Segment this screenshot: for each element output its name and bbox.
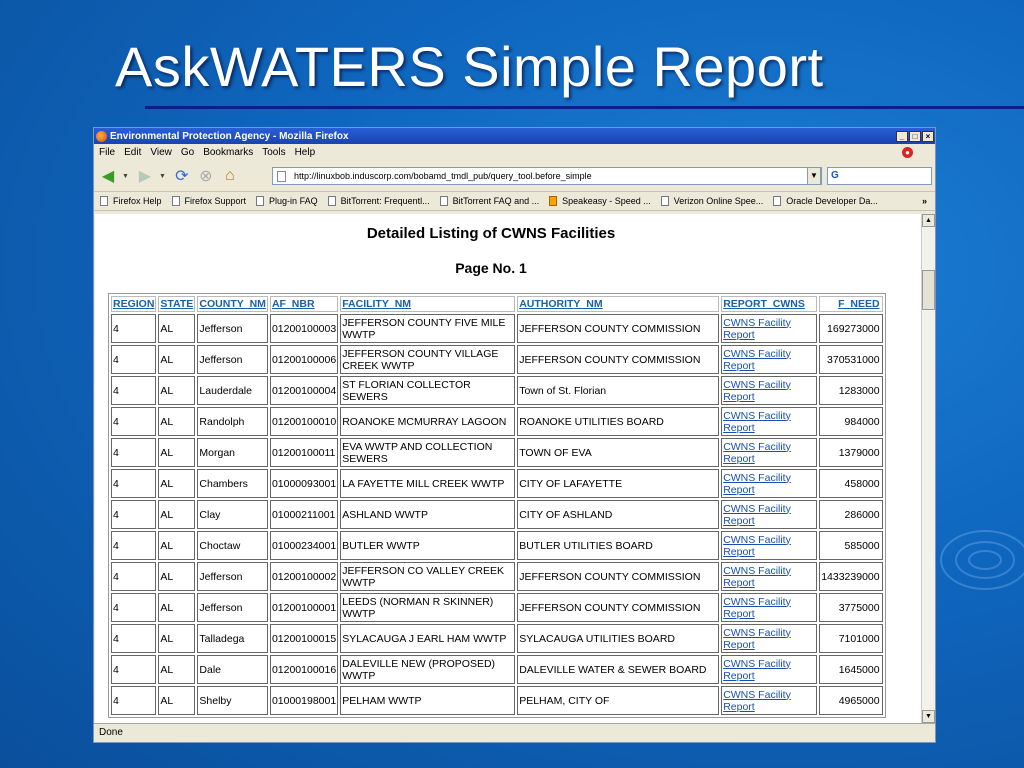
- cell-report: [721, 562, 817, 591]
- cell-authority: SYLACAUGA UTILITIES BOARD: [517, 624, 719, 653]
- link-label-line1: CWNS Facility: [723, 471, 791, 484]
- link-label-line2: Report: [723, 359, 755, 372]
- home-button[interactable]: ⌂: [225, 167, 235, 184]
- cell-state: AL: [158, 376, 195, 405]
- scroll-up-button[interactable]: ▲: [922, 214, 935, 227]
- cell-county: Jefferson: [197, 593, 268, 622]
- cell-county: Choctaw: [197, 531, 268, 560]
- link-label-line1: CWNS Facility: [723, 595, 791, 608]
- link-label-line1: CWNS Facility: [723, 533, 791, 546]
- page-icon: [440, 196, 448, 206]
- link-label-line1: CWNS Facility: [723, 688, 791, 701]
- cell-facility: DALEVILLE NEW (PROPOSED) WWTP: [340, 655, 515, 684]
- back-history-dropdown[interactable]: ▼: [122, 172, 129, 180]
- page-content: [95, 214, 921, 723]
- cell-report: [721, 438, 817, 467]
- search-input[interactable]: G: [827, 167, 932, 185]
- cell-facility: LEEDS (NORMAN R SKINNER) WWTP: [340, 593, 515, 622]
- cell-facility: BUTLER WWTP: [340, 531, 515, 560]
- back-button[interactable]: ◀: [101, 168, 115, 185]
- firefox-icon: [96, 131, 107, 142]
- cell-facility: EVA WWTP AND COLLECTION SEWERS: [340, 438, 515, 467]
- cell-af-nbr: 01200100003: [270, 314, 338, 343]
- cell-af-nbr: 01000234001: [270, 531, 338, 560]
- column-header-facility[interactable]: FACILITY_NM: [340, 296, 515, 312]
- cell-f-need: 4965000: [819, 686, 882, 715]
- table-row: [111, 562, 883, 591]
- cell-facility: SYLACAUGA J EARL HAM WWTP: [340, 624, 515, 653]
- cell-county: Randolph: [197, 407, 268, 436]
- cwns-facility-report-link[interactable]: [723, 503, 791, 527]
- url-input[interactable]: [272, 167, 822, 185]
- page-icon: [100, 196, 108, 206]
- bookmark-label: Firefox Help: [113, 196, 162, 206]
- cell-region: 4: [111, 345, 156, 374]
- cell-county: Chambers: [197, 469, 268, 498]
- url-history-dropdown[interactable]: ▼: [807, 167, 821, 185]
- cell-report: [721, 686, 817, 715]
- link-label-line2: Report: [723, 700, 755, 713]
- cell-facility: ROANOKE MCMURRAY LAGOON: [340, 407, 515, 436]
- link-label-line2: Report: [723, 669, 755, 682]
- bookmark-item[interactable]: [100, 196, 162, 206]
- link-label-line1: CWNS Facility: [723, 378, 791, 391]
- menu-tools[interactable]: Tools: [262, 147, 286, 158]
- cell-county: Talladega: [197, 624, 268, 653]
- cell-authority: PELHAM, CITY OF: [517, 686, 719, 715]
- cell-af-nbr: 01000093001: [270, 469, 338, 498]
- bookmark-item[interactable]: [661, 196, 764, 206]
- cell-authority: BUTLER UTILITIES BOARD: [517, 531, 719, 560]
- stop-button[interactable]: ⊗: [199, 168, 213, 185]
- cell-report: [721, 655, 817, 684]
- page-icon: [172, 196, 180, 206]
- cell-region: 4: [111, 562, 156, 591]
- menu-view[interactable]: View: [150, 147, 172, 158]
- link-label-line1: CWNS Facility: [723, 409, 791, 422]
- bookmark-item[interactable]: [328, 196, 430, 206]
- cell-report: [721, 345, 817, 374]
- cell-state: AL: [158, 593, 195, 622]
- cell-af-nbr: 01200100001: [270, 593, 338, 622]
- cell-state: AL: [158, 686, 195, 715]
- scroll-down-button[interactable]: ▼: [922, 710, 935, 723]
- cell-county: Dale: [197, 655, 268, 684]
- cwns-facility-report-link[interactable]: [723, 472, 791, 496]
- cell-county: Jefferson: [197, 314, 268, 343]
- page-icon: [277, 171, 286, 182]
- cell-af-nbr: 01200100015: [270, 624, 338, 653]
- maximize-button[interactable]: □: [909, 131, 921, 142]
- menubar: [94, 144, 935, 161]
- link-label-line2: Report: [723, 514, 755, 527]
- cell-county: Lauderdale: [197, 376, 268, 405]
- cell-authority: Town of St. Florian: [517, 376, 719, 405]
- cwns-facility-report-link[interactable]: [723, 441, 791, 465]
- cell-region: 4: [111, 469, 156, 498]
- cell-state: AL: [158, 407, 195, 436]
- cell-region: 4: [111, 500, 156, 529]
- cell-state: AL: [158, 562, 195, 591]
- menu-help[interactable]: Help: [294, 147, 316, 158]
- table-row: [111, 624, 883, 653]
- slide-title: AskWATERS Simple Report: [115, 35, 824, 98]
- page-icon: [661, 196, 669, 206]
- table-row: [111, 686, 883, 715]
- cell-region: 4: [111, 438, 156, 467]
- table-row: [111, 314, 883, 343]
- link-label-line1: CWNS Facility: [723, 316, 791, 329]
- reload-button[interactable]: ⟳: [175, 168, 189, 185]
- bookmark-item[interactable]: [256, 196, 318, 206]
- page-icon: [773, 196, 781, 206]
- table-row: [111, 407, 883, 436]
- title-divider: [145, 106, 1024, 109]
- cell-af-nbr: 01200100010: [270, 407, 338, 436]
- throbber-icon: ●: [902, 147, 913, 158]
- link-label-line2: Report: [723, 328, 755, 341]
- table-row: [111, 469, 883, 498]
- cell-county: Jefferson: [197, 562, 268, 591]
- cell-f-need: 286000: [819, 500, 882, 529]
- cell-f-need: 370531000: [819, 345, 882, 374]
- browser-window: [93, 127, 936, 743]
- link-label-line2: Report: [723, 483, 755, 496]
- cwns-facility-report-link[interactable]: [723, 410, 791, 434]
- link-label-line1: CWNS Facility: [723, 502, 791, 515]
- ripple-decoration: [968, 550, 1002, 570]
- table-header-row: [111, 296, 883, 312]
- cwns-facility-report-link[interactable]: [723, 348, 791, 372]
- cell-f-need: 169273000: [819, 314, 882, 343]
- link-label-line2: Report: [723, 421, 755, 434]
- link-label-line2: Report: [723, 545, 755, 558]
- bookmark-item[interactable]: [440, 196, 540, 206]
- bookmarks-toolbar: [94, 191, 935, 211]
- cell-region: 4: [111, 624, 156, 653]
- cell-facility: PELHAM WWTP: [340, 686, 515, 715]
- link-label-line1: CWNS Facility: [723, 564, 791, 577]
- cell-authority: ROANOKE UTILITIES BOARD: [517, 407, 719, 436]
- cell-facility: JEFFERSON COUNTY VILLAGE CREEK WWTP: [340, 345, 515, 374]
- cwns-facility-report-link[interactable]: [723, 596, 791, 620]
- bookmark-label: Plug-in FAQ: [269, 196, 318, 206]
- cell-county: Shelby: [197, 686, 268, 715]
- cell-report: [721, 376, 817, 405]
- report-heading: Detailed Listing of CWNS Facilities: [366, 225, 616, 242]
- page-number: Page No. 1: [455, 260, 527, 276]
- forward-history-dropdown[interactable]: ▼: [158, 172, 166, 180]
- cell-f-need: 458000: [819, 469, 882, 498]
- table-row: [111, 376, 883, 405]
- close-button[interactable]: ×: [922, 131, 934, 142]
- cell-state: AL: [158, 438, 195, 467]
- cell-region: 4: [111, 531, 156, 560]
- menu-go[interactable]: Go: [180, 147, 195, 158]
- status-bar: Done: [94, 723, 935, 742]
- bookmark-label: BitTorrent FAQ and ...: [452, 196, 540, 206]
- menu-file[interactable]: File: [99, 147, 116, 158]
- table-row: [111, 500, 883, 529]
- cwns-facility-report-link[interactable]: [723, 317, 791, 341]
- cell-f-need: 585000: [819, 531, 882, 560]
- cell-region: 4: [111, 593, 156, 622]
- vertical-scrollbar[interactable]: [921, 214, 935, 723]
- cell-af-nbr: 01200100002: [270, 562, 338, 591]
- bookmark-item[interactable]: [773, 196, 878, 206]
- cell-region: 4: [111, 655, 156, 684]
- cell-report: [721, 407, 817, 436]
- cell-authority: JEFFERSON COUNTY COMMISSION: [517, 593, 719, 622]
- cell-region: 4: [111, 376, 156, 405]
- bookmark-label: Firefox Support: [184, 196, 247, 206]
- link-label-line2: Report: [723, 452, 755, 465]
- link-label-line2: Report: [723, 390, 755, 403]
- cell-af-nbr: 01000211001: [270, 500, 338, 529]
- table-row: [111, 438, 883, 467]
- cell-facility: JEFFERSON COUNTY FIVE MILE WWTP: [340, 314, 515, 343]
- link-label-line2: Report: [723, 638, 755, 651]
- bookmark-item[interactable]: [549, 196, 651, 206]
- minimize-button[interactable]: _: [896, 131, 908, 142]
- cell-authority: TOWN OF EVA: [517, 438, 719, 467]
- column-header-county[interactable]: COUNTY_NM: [199, 298, 266, 310]
- column-header-report[interactable]: REPORT_CWNS: [721, 296, 817, 312]
- bookmark-label: BitTorrent: Frequentl...: [340, 196, 430, 206]
- navigation-toolbar: [94, 161, 935, 191]
- cwns-facility-report-link[interactable]: [723, 627, 791, 651]
- link-label-line1: CWNS Facility: [723, 440, 791, 453]
- cell-f-need: 1283000: [819, 376, 882, 405]
- cell-state: AL: [158, 624, 195, 653]
- table-row: [111, 593, 883, 622]
- page-icon: [328, 196, 336, 206]
- cell-f-need: 7101000: [819, 624, 882, 653]
- cell-state: AL: [158, 500, 195, 529]
- browser-titlebar: [94, 128, 935, 144]
- cell-facility: ST FLORIAN COLLECTOR SEWERS: [340, 376, 515, 405]
- cell-authority: DALEVILLE WATER & SEWER BOARD: [517, 655, 719, 684]
- cell-f-need: 3775000: [819, 593, 882, 622]
- bookmark-label: Verizon Online Spee...: [673, 196, 764, 206]
- link-label-line1: CWNS Facility: [723, 347, 791, 360]
- menu-edit[interactable]: Edit: [124, 147, 142, 158]
- cell-county: Morgan: [197, 438, 268, 467]
- cell-report: [721, 314, 817, 343]
- cell-facility: ASHLAND WWTP: [340, 500, 515, 529]
- cell-f-need: 1379000: [819, 438, 882, 467]
- link-label-line1: CWNS Facility: [723, 626, 791, 639]
- column-header-af-nbr[interactable]: AF_NBR: [270, 296, 338, 312]
- cell-report: [721, 469, 817, 498]
- table-row: [111, 345, 883, 374]
- cell-state: AL: [158, 469, 195, 498]
- cell-state: AL: [158, 531, 195, 560]
- bookmark-label: Oracle Developer Da...: [786, 196, 878, 206]
- cell-report: [721, 624, 817, 653]
- cell-region: 4: [111, 407, 156, 436]
- table-row: [111, 655, 883, 684]
- link-label-line2: Report: [723, 576, 755, 589]
- column-header-authority[interactable]: AUTHORITY_NM: [517, 296, 719, 312]
- cell-af-nbr: 01200100011: [270, 438, 338, 467]
- cell-authority: JEFFERSON COUNTY COMMISSION: [517, 314, 719, 343]
- cell-af-nbr: 01200100004: [270, 376, 338, 405]
- menu-bookmarks[interactable]: Bookmarks: [203, 147, 254, 158]
- cwns-facility-report-link[interactable]: [723, 534, 791, 558]
- forward-button[interactable]: ▶: [138, 168, 152, 185]
- report-table: [108, 293, 886, 718]
- cwns-facility-report-link[interactable]: [723, 658, 791, 682]
- cell-report: [721, 531, 817, 560]
- cwns-facility-report-link[interactable]: [723, 565, 791, 589]
- cell-af-nbr: 01200100006: [270, 345, 338, 374]
- cell-authority: JEFFERSON COUNTY COMMISSION: [517, 562, 719, 591]
- cell-facility: JEFFERSON CO VALLEY CREEK WWTP: [340, 562, 515, 591]
- cell-authority: CITY OF LAFAYETTE: [517, 469, 719, 498]
- link-label-line2: Report: [723, 607, 755, 620]
- bookmark-item[interactable]: [172, 196, 247, 206]
- bookmark-label: Speakeasy - Speed ...: [562, 196, 651, 206]
- url-text: http://linuxbob.induscorp.com/bobamd_tmdl_pub/query_tool.before_simple: [294, 171, 592, 181]
- link-label-line1: CWNS Facility: [723, 657, 791, 670]
- cwns-facility-report-link[interactable]: [723, 689, 791, 713]
- speakeasy-icon: [549, 196, 557, 206]
- column-header-f-need[interactable]: F_NEED: [819, 296, 882, 312]
- scrollbar-thumb[interactable]: [922, 270, 935, 310]
- cell-af-nbr: 01000198001: [270, 686, 338, 715]
- cell-state: AL: [158, 345, 195, 374]
- cell-region: 4: [111, 314, 156, 343]
- cell-state: AL: [158, 655, 195, 684]
- cell-county: Jefferson: [197, 345, 268, 374]
- cell-af-nbr: 01200100016: [270, 655, 338, 684]
- cwns-facility-report-link[interactable]: [723, 379, 791, 403]
- table-row: [111, 531, 883, 560]
- cell-authority: CITY OF ASHLAND: [517, 500, 719, 529]
- cell-report: [721, 500, 817, 529]
- cell-authority: JEFFERSON COUNTY COMMISSION: [517, 345, 719, 374]
- page-icon: [256, 196, 264, 206]
- window-title: Environmental Protection Agency - Mozilla Firefox: [110, 130, 349, 142]
- cell-report: [721, 593, 817, 622]
- column-header-region[interactable]: REGION: [113, 298, 155, 310]
- cell-county: Clay: [197, 500, 268, 529]
- column-header-state[interactable]: STATE: [158, 296, 195, 312]
- cell-state: AL: [158, 314, 195, 343]
- cell-region: 4: [111, 686, 156, 715]
- bookmarks-overflow-button[interactable]: »: [921, 196, 927, 206]
- cell-facility: LA FAYETTE MILL CREEK WWTP: [340, 469, 515, 498]
- cell-f-need: 1645000: [819, 655, 882, 684]
- cell-f-need: 984000: [819, 407, 882, 436]
- cell-f-need: 1433239000: [819, 562, 882, 591]
